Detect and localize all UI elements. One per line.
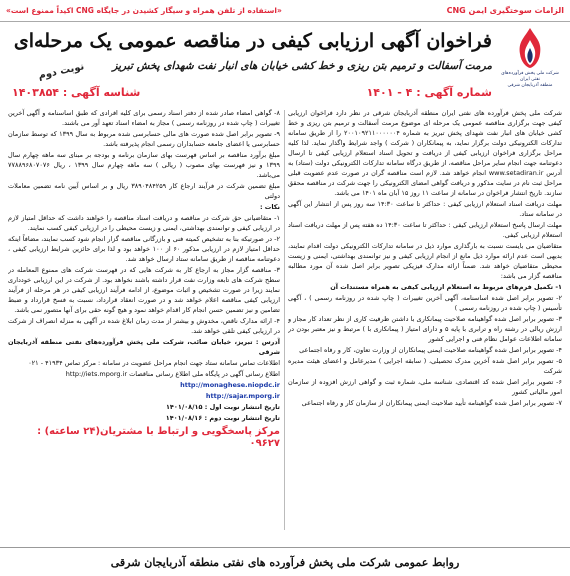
info-portal-line: اطلاع رسانی آگهی در پایگاه ملی اطلاع رسانی مناقصات http://iets.mporg.ir — [65, 370, 280, 378]
notes-heading: نکات : — [259, 203, 280, 211]
tender-number: شماره آگهی : ۴ - ۱۴۰۱ — [366, 86, 492, 99]
right-text-column — [288, 108, 562, 534]
flame-logo-icon — [510, 26, 550, 70]
requirement-item: ۷- تصویر برابر اصل شده گواهینامه تأیید صلاحیت ایمنی پیمانکاران از سازمان کار و رفاه اجتماعی — [301, 399, 562, 407]
requirement-item: ۴- تصویر برابر اصل شده گواهینامه صلاحیت ایمنی پیمانکاران از وزارت تعاون، کار و رفاه اجتماعی — [299, 346, 562, 354]
guarantee-amount: مبلغ تضمین شرکت در فرآیند ارجاع کار ۳۸۹۰۴۸۴۲۵۹ ریال و بر اساس آیین نامه تضمین معاملات دولتی — [8, 182, 280, 200]
second-round-badge: نوبت دوم — [37, 61, 86, 82]
note-item: ۴- ارائه مدارک ناقص، مخدوش و بیشتر از مدت زمان ابلاغ شده در آگهی به منزله انصراف از شرکت در ارزیابی کیفی تلقی خواهد شد. — [8, 317, 280, 335]
customer-service-line: مرکز پاسخگویی و ارتباط با مشتریان(۲۴ ساعته) : ۰۹۶۲۷ — [37, 426, 280, 449]
column-divider — [284, 110, 285, 530]
sajar-link[interactable]: http://sajar.mporg.ir — [205, 392, 280, 400]
setad-contact: اطلاعات تماس سامانه ستاد جهت انجام مراحل عضویت در سامانه : مرکز تماس ۴۱۹۳۴ - ۰۲۱ — [28, 359, 280, 367]
logo-caption-line1: شرکت ملی پخش فرآورده‌های نفتی ایران — [501, 71, 559, 82]
requirement-item: ۹- تصویر برابر اصل شده صورت های مالی حسابرسی شده مربوط به سال ۱۳۹۹ که توسط سازمان حسابرسی یا اعضای جامعه حسابداران رسمی انجام پذیرفته باشد. — [8, 130, 280, 148]
requirement-item: ۱- تکمیل فرم‌های مربوط به استعلام ارزیابی کیفی به همراه مستندات آن — [330, 283, 562, 291]
tender-subject: مرمت آسفالت و ترمیم بتن ریزی و خط کشی خیابان های انبار نفت شهدای پخش تبریز — [112, 60, 492, 72]
budget-estimate: مبلغ برآورد مناقصه بر اساس فهرست بهای سازمان برنامه و بودجه بر مبنای سه ماهه چهارم سال ۱۳۹۹ و نیز فهرست بهای مصوب ( ریالی ) سه ماهه چهارم سال ۱۳۹۹ ، ریال ۷۷۸۸۹۶۸۰۷۰۷۶ می‌باشد. — [8, 151, 280, 179]
monaghese-link[interactable]: http://monaghese.niopdc.ir — [180, 381, 280, 389]
left-text-column — [8, 108, 280, 534]
main-headline: فراخوان آگهی ارزیابی کیفی در مناقصه عمومی یک مرحله‌ای — [13, 30, 492, 52]
logo-caption-line2: منطقه آذربایجان شرقی — [507, 83, 553, 88]
top-notice-bar — [0, 0, 570, 22]
note-item: ۲- در صورتیکه بنا به تشخیص کمیته فنی و بازرگانی مناقصه گزار انجام شود کسب نمایند، مضافاً اینکه حداقل امتیاز لازم در ارزیابی مذکور ۶۰ از ۱۰۰ خواهد بود و لذا برای حائزین شرایط ارزیابی کیفی ، دعوتنامه مناقصه از طریق سامانه ستاد ارسال خواهد شد. — [8, 235, 280, 263]
note-item: ۱- متقاضیانی حق شرکت در مناقصه و دریافت اسناد مناقصه را خواهند داشت که حداقل امتیاز لازم در ارزیابی کیفی و توانمندی بهداشتی، ایمنی و زیست محیطی را در ارزیابی کیفی کسب نمایند. — [8, 214, 280, 232]
doc-deadline: مهلت دریافت اسناد استعلام ارزیابی کیفی : حداکثر تا ساعت ۱۴:۳۰ سه روز پس از انتشار این آگهی در سامانه ستاد. — [288, 200, 562, 218]
response-deadline: مهلت ارسال پاسخ استعلام ارزیابی کیفی : حداکثر تا ساعت ۱۴:۳۰ ده هفته پس از مهلت دریافت اسناد استعلام ارزیابی کیفی. — [288, 221, 562, 239]
requirement-item: ۵- تصویر برابر اصل شده آخرین مدرک تحصیلی، ( سابقه اجرایی ) مدیرعامل و اعضای هیئت مدیره شرکت — [288, 357, 562, 375]
requirement-item: ۶- تصویر برابر اصل شده کد اقتصادی، شناسه ملی، شماره ثبت و گواهی ارزش افزوده از سازمان امور مالیاتی کشور — [288, 378, 562, 396]
intro-paragraph: شرکت ملی پخش فرآورده های نفتی ایران منطقه آذربایجان شرقی در نظر دارد فراخوان ارزیابی کیفی جهت برگزاری مناقصه عمومی یک مرحله ای موضوع مرمت آسفالت و ترمیم بتن ریزی و خط کشی خیابان های انبار نفت شهدای پخش تبریز به شماره ۲۰۰۱۰۹۲۱۱۰۰۰۰۰۰۴ را از طریق سامانه تدارکات الکترونیکی دولت برگزار نماید، به پیمانکاران ( شرکت ) واجد شرایط واگذار نماید. لذا کلیه مراحل برگزاری فراخوان ارزیابی کیفی از دریافت و تحویل اسناد استعلام ارزیابی کیفی تا ارسال دعوتنامه جهت انجام سایر مراحل مناقصه، از طریق درگاه سامانه تدارکات الکترونیکی دولت (ستاد) به آدرس www.setadiran.ir انجام خواهد شد. لازم است مناقصه گران در صورت عدم عضویت قبلی مراحل ثبت نام در سایت مذکور و دریافت گواهی امضای الکترونیکی را جهت شرکت در مناقصه محقق سازند. تاریخ انتشار فراخوان در سامانه از ساعت ۱۱ روز ۱۵ آبان ماه ۱۴۰۱ می باشد. — [288, 109, 562, 197]
note-item: ۳- مناقصه گزار مجاز به ارجاع کار به شرکت هایی که در فهرست شرکت های ممنوع المعامله در سطح شرکت های تابعه وزارت نفت قرار داشته باشند نخواهد بود. از شرکت در این ارزیابی خودداری نمایند زیرا در صورت تشخیص و اثبات موضوع، از ادامه فرآیند ارزیابی کیفی در هر مرحله از فرآیند ارزیابی کیفی مناقصه اعلام خواهد شد و در صورت انعقاد قرارداد، نسبت به فسخ قرارداد و ضبط تضامین و نیز تضمین حسن انجام کار اقدام خواهد نمود و هیچ گونه حقی برای آنها متصور نمی باشد. — [8, 266, 280, 314]
requirements-intro: متقاضیان می بایست نسبت به بارگذاری موارد ذیل در سامانه تدارکات الکترونیکی دولت اقدام نمایند، بدیهی است عدم ارائه موارد ذیل مانع از انجام ارزیابی کیفی و نیز توانمندی بهداشتی، ایمنی و زیست محیطی متقاضیان خواهد شد. ضمناً ارائه مدارک فیزیکی تصویر برابر اصل شده آن مورد مطالبه مناقصه گزار می باشد: — [288, 242, 562, 280]
notice-id: شناسه آگهی : ۱۴۰۳۸۵۴ — [12, 86, 141, 99]
first-publish-date: تاریخ انتشار نوبت اول : ۱۴۰۱/۰۸/۱۵ — [165, 403, 280, 411]
requirement-item: ۸- گواهی امضاء صادر شده از دفتر اسناد رسمی برای کلیه افرادی که طبق اساسنامه و آگهی آخرین تغییرات ( چاپ شده در روزنامه رسمی ) مجاز به امضاء اسناد تعهد آور می باشند. — [8, 109, 280, 127]
company-logo — [500, 26, 560, 90]
cng-safety-title: الزامات سوختگیری ایمن CNG — [446, 6, 564, 15]
second-publish-date: تاریخ انتشار نوبت دوم : ۱۴۰۱/۰۸/۱۶ — [165, 414, 280, 422]
address-line: آدرس : تبریز، خیابان صائب، شرکت ملی پخش فرآورده‌های نفتی منطقه آذربایجان شرقی — [8, 338, 280, 356]
phone-smoking-warning: «استفاده از تلفن همراه و سیگار کشیدن در جایگاه CNG اکیداً ممنوع است» — [6, 6, 282, 15]
requirement-item: ۳- تصویر برابر اصل شده گواهینامه صلاحیت پیمانکاری با داشتن ظرفیت کاری از نظر تعداد کار مجاز و ارزش ریالی در رشته راه و ترابری با پایه ۵ و دارای امتیاز ( پیمانکاری با ) مرتبط و نیز معتبر بودن در سامانه اطلاعات عوامل نظام فنی و اجرایی کشور — [288, 315, 562, 343]
footer-public-relations: روابط عمومی شرکت ملی پخش فرآورده های نفتی منطقه آذربایجان شرقی — [0, 547, 570, 576]
requirement-item: ۲- تصویر برابر اصل شده اساسنامه، آگهی آخرین تغییرات ( چاپ شده در روزنامه رسمی ) ، آگهی تأسیس ( چاپ شده در روزنامه رسمی ) — [288, 294, 562, 312]
